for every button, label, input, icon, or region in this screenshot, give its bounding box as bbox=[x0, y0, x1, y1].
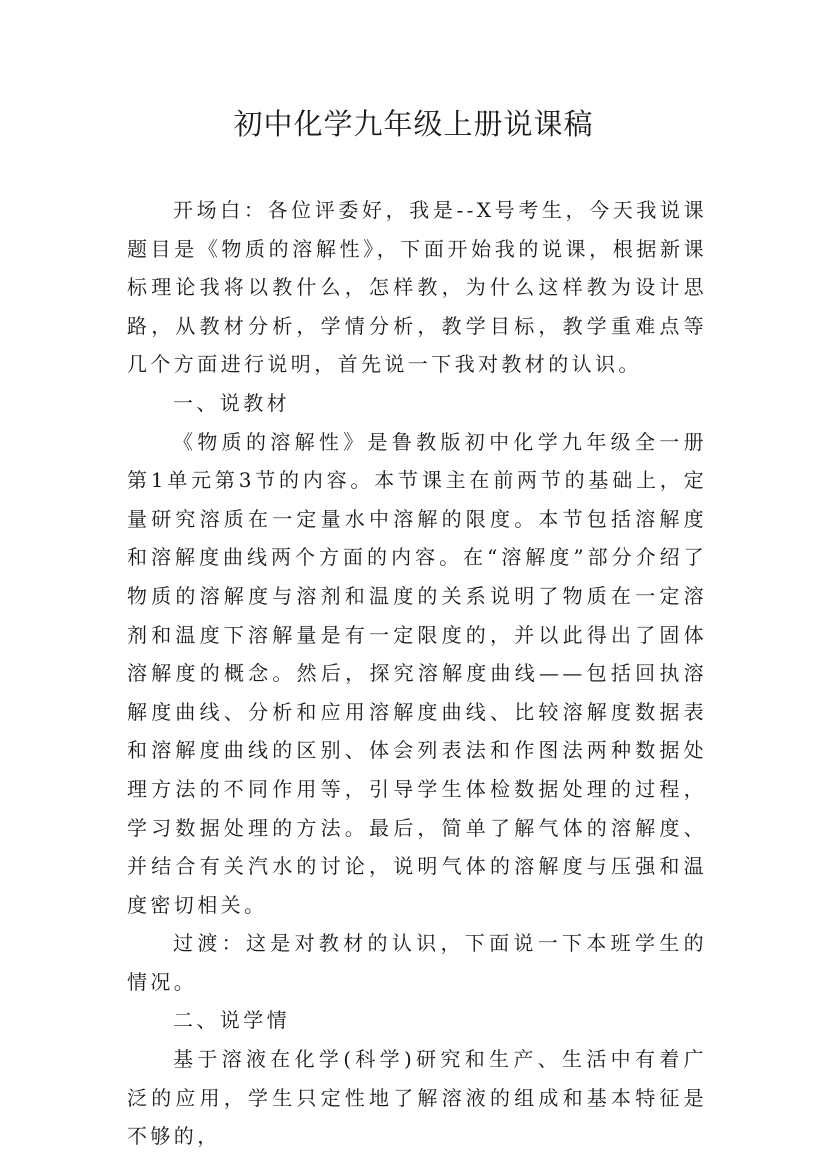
section-heading-textbook: 一、说教材 bbox=[173, 390, 290, 415]
section-heading-students: 二、说学情 bbox=[173, 1008, 290, 1033]
document-title: 初中化学九年级上册说课稿 bbox=[233, 107, 594, 141]
document-body bbox=[127, 191, 707, 1156]
paragraph-textbook: 《物质的溶解性》是鲁教版初中化学九年级全一册第1单元第3节的内容。本节课主在前两节的基础上，定量研究溶质在一定量水中溶解的限度。本节包括溶解度和溶解度曲线两个方面的内容。在“溶解度”部分介绍了物质的溶解度与溶剂和温度的关系说明了物质在一定溶剂和温度下溶解量是有一定限度的，并以此得出了固体溶解度的概念。然后，探究溶解度曲线——包括回执溶解度曲线、分析和应用溶解度曲线、比较溶解度数据表和溶解度曲线的区别、体会列表法和作图法两种数据处理方法的不同作用等，引导学生体检数据处理的过程，学习数据处理的方法。最后，简单了解气体的溶解度、并结合有关汽水的讨论，说明气体的溶解度与压强和温度密切相关。 bbox=[127, 429, 707, 917]
paragraph-students: 基于溶液在化学(科学)研究和生产、生活中有着广泛的应用，学生只定性地了解溶液的组成和基本特征是不够的， bbox=[127, 1047, 707, 1149]
paragraph-opening: 开场白：各位评委好，我是--X号考生，今天我说课题目是《物质的溶解性》，下面开始我的说课，根据新课标理论我将以教什么，怎样教，为什么这样教为设计思路，从教材分析，学情分析，教学目标，教学重难点等几个方面进行说明，首先说一下我对教材的认识。 bbox=[127, 198, 707, 377]
paragraph-transition: 过渡：这是对教材的认识，下面说一下本班学生的情况。 bbox=[127, 931, 707, 994]
